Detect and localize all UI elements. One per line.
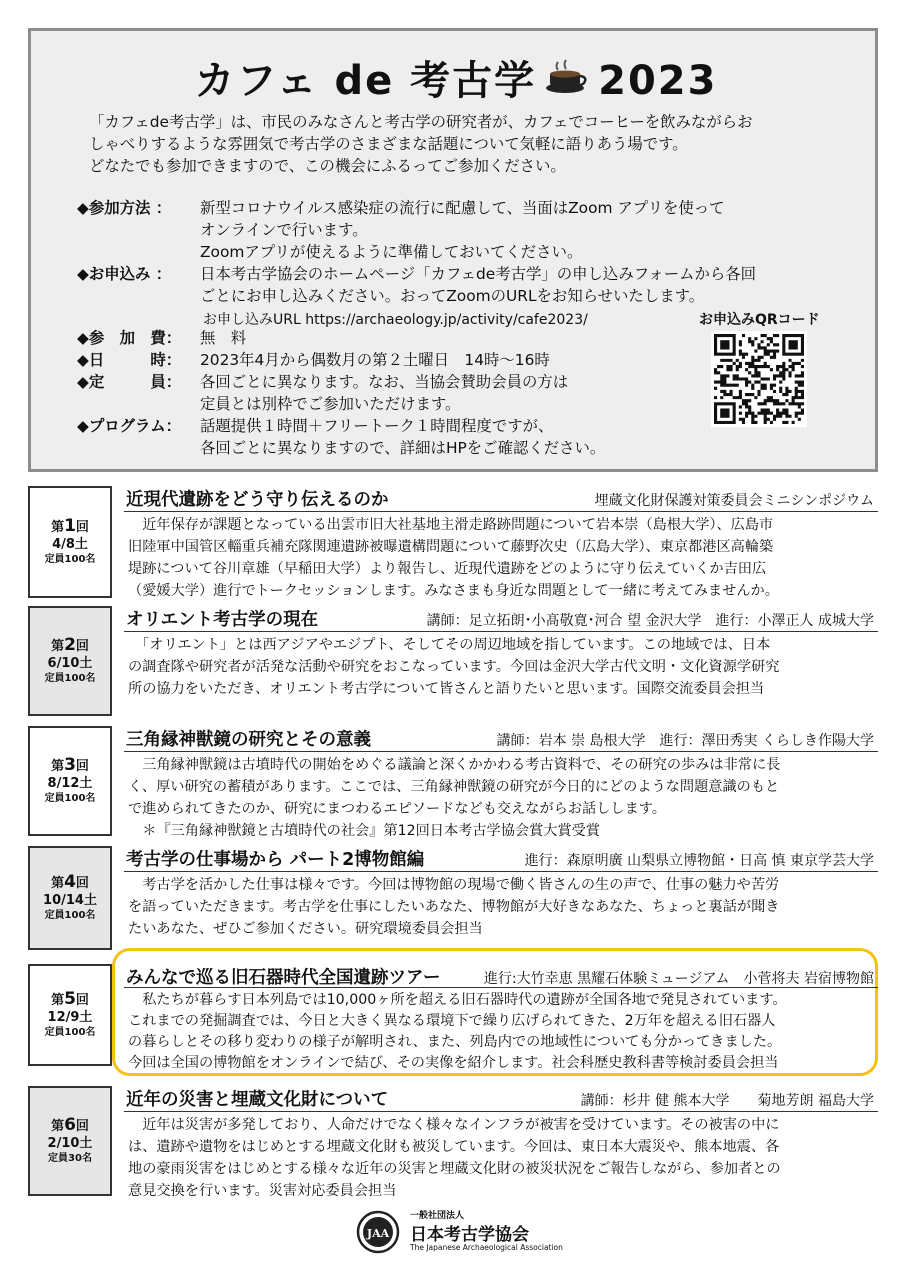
capacity-text: 定員とは別枠でご参加いただけます。	[200, 395, 461, 413]
session-description: 「オリエント」とは西アジアやエジプト、そしてその周辺地域を指しています。この地域では、日本 の調査隊や研究者が活発な活動や研究をおこなっています。今回は金沢大学古代文明・文化資源学研究 所の協力をいただき、オリエント考古学について皆さんと語りたいと思います。国際交流委員会担当	[128, 637, 780, 697]
session-description: 近年は災害が多発しており、人命だけでなく様々なインフラが被害を受けています。その被害の中に は、遺跡や遺物をはじめとする埋蔵文化財も被災しています。今回は、東日本大震災や、熊本地震、各 地の豪雨災害をはじめとする様々な近年の災害と埋蔵文化財の被災状況をご報告しながら、参加者との 意見交換を行います。災害対応委員会担当	[128, 1117, 781, 1199]
program-text: 話題提供１時間＋フリートーク１時間程度ですが、	[200, 417, 554, 435]
capacity-label: ◆定 員：	[77, 373, 182, 391]
association-name-en: The Japanese Archaeological Association	[410, 1243, 563, 1252]
intro-line: しゃべりするような雰囲気で考古学のさまざまな話題について気軽に語りあう場です。	[89, 135, 688, 153]
association-type: 一般社団法人	[410, 1211, 465, 1221]
apply-section	[77, 263, 877, 307]
program-text: 各回ごとに異なりますので、詳細はHPをご確認ください。	[200, 439, 606, 457]
session-number: 第5回	[51, 989, 89, 1009]
session-date: 8/12土	[47, 776, 93, 791]
session-number: 第2回	[51, 635, 89, 655]
apply-text: 日本考古学協会のホームページ「カフェde考古学」の申し込みフォームから各回	[200, 265, 757, 283]
method-section	[77, 197, 877, 263]
session-4	[28, 846, 878, 952]
capacity-text: 各回ごとに異なります。なお、当協会賛助会員の方は	[200, 373, 569, 391]
session-number: 第6回	[51, 1115, 89, 1135]
title-year: 2023	[598, 58, 718, 104]
session-title: オリエント考古学の現在	[126, 610, 319, 630]
session-badge	[28, 486, 112, 598]
date-label: ◆日 時：	[77, 351, 182, 369]
method-text: オンラインで行います。	[200, 221, 368, 239]
session-meta: 講師：岩本 崇 島根大学 進行：澤田秀実 くらしき作陽大学	[496, 733, 874, 749]
svg-text:JAA: JAA	[366, 1227, 390, 1240]
event-info-panel	[28, 28, 878, 472]
session-badge	[28, 606, 112, 716]
apply-label: ◆お申込み ：	[77, 265, 172, 283]
method-text: 新型コロナウイルス感染症の流行に配慮して、当面はZoom アプリを使って	[200, 199, 725, 217]
session-title: 考古学の仕事場から パート2博物館編	[126, 850, 425, 870]
details-section	[77, 327, 877, 459]
session-title: 近現代遺跡をどう守り伝えるのか	[126, 490, 389, 510]
intro-line: どなたでも参加できますので、この機会にふるってご参加ください。	[89, 157, 566, 175]
intro-text	[89, 111, 869, 177]
session-date: 10/14土	[43, 893, 97, 908]
association-seal-icon	[356, 1210, 400, 1254]
session-meta: 講師：足立拓朗･小髙敬寛･河合 望 金沢大学 進行：小澤正人 成城大学	[426, 613, 874, 629]
program-label: ◆プログラム：	[77, 417, 182, 435]
session-badge	[28, 846, 112, 950]
qr-label: お申込みQRコード	[699, 312, 820, 328]
fee-label: ◆参 加 費：	[77, 329, 182, 347]
session-capacity: 定員100名	[44, 673, 96, 684]
session-capacity: 定員100名	[44, 554, 96, 565]
session-description: 私たちが暮らす日本列島では10,000ヶ所を超える旧石器時代の遺跡が全国各地で発見されています。 これまでの発掘調査では、今日と大きく異なる環境下で繰り広げられてきた、2万年を超える旧石器人 の暮らしとその移り変わりの様子が解明され、また、列島内での地域性についても分かってきました。 今回は全国の博物館をオンラインで結び、その実像を紹介します。社会科歴史教科書等検討委員会担当	[128, 992, 787, 1071]
session-number: 第3回	[51, 755, 89, 775]
application-url[interactable]: お申し込みURL https://archaeology.jp/activity/cafe2023/	[203, 312, 588, 328]
session-description: 考古学を活かした仕事は様々です。今回は博物館の現場で働く皆さんの生の声で、仕事の魅力や苦労 を語っていただきます。考古学を仕事にしたいあなた、博物館が大好きなあなた、ちょっと裏話が聞き たいあなた、ぜひご参加ください。研究環境委員会担当	[128, 877, 780, 937]
session-badge	[28, 726, 112, 836]
session-meta: 埋蔵文化財保護対策委員会ミニシンポジウム	[594, 493, 874, 509]
session-badge	[28, 964, 112, 1066]
session-date: 4/8土	[52, 537, 88, 552]
session-date: 6/10土	[47, 656, 93, 671]
title-text: カフェ de 考古学	[194, 58, 537, 104]
association-name: 日本考古学協会	[410, 1225, 529, 1245]
method-text: Zoomアプリが使えるように準備しておいてください。	[200, 243, 583, 261]
coffee-cup-icon	[544, 58, 590, 98]
session-title: 近年の災害と埋蔵文化財について	[126, 1090, 389, 1110]
association-logo-block	[356, 1206, 563, 1262]
session-title: みんなで巡る旧石器時代全国遺跡ツアー	[126, 968, 441, 988]
apply-text: ごとにお申し込みください。おってZoomのURLをお知らせいたします。	[200, 287, 705, 305]
page-title	[31, 49, 881, 106]
fee-value: 無 料	[200, 329, 247, 347]
session-date: 12/9土	[47, 1010, 93, 1025]
session-meta: 進行:大竹幸恵 黒耀石体験ミュージアム 小菅将夫 岩宿博物館	[483, 971, 874, 987]
session-meta: 進行：森原明廣 山梨県立博物館・日高 慎 東京学芸大学	[524, 853, 874, 869]
session-1	[28, 486, 878, 598]
session-number: 第4回	[51, 872, 89, 892]
session-6	[28, 1086, 878, 1199]
date-value: 2023年4月から偶数月の第２土曜日 14時～16時	[200, 351, 550, 369]
session-date: 2/10土	[47, 1136, 93, 1151]
session-title: 三角縁神獣鏡の研究とその意義	[126, 730, 371, 750]
session-capacity: 定員30名	[48, 1153, 92, 1164]
session-description: 三角縁神獣鏡は古墳時代の開始をめぐる議論と深くかかわる考古資料で、その研究の歩みは非常に長 く、厚い研究の蓄積があります。ここでは、三角縁神獣鏡の研究が今日的にどのような問題意識のもと で進められてきたのか、研究にまつわるエピソードなども交えながらお話しします。 ＊『三角縁神獣鏡と古墳時代の社会』第12回日本考古学協会賞大賞受賞	[128, 757, 781, 839]
session-capacity: 定員100名	[44, 1027, 96, 1038]
session-description: 近年保存が課題となっている出雲市旧大社基地主滑走路跡問題について岩本崇（島根大学）、広島市 旧陸軍中国管区輜重兵補充隊関連遺跡被曝遺構問題について藤野次史（広島大学）、東京都港区高輪築 堤跡について谷川章雄（早稲田大学）より報告し、近現代遺跡をどのように守り伝えていくか吉田広 （愛媛大学）進行でトークセッションします。みなさまも身近な問題として一緒に考えてみませんか。	[128, 517, 779, 599]
session-badge	[28, 1086, 112, 1196]
intro-line: 「カフェde考古学」は、市民のみなさんと考古学の研究者が、カフェでコーヒーを飲みながらお	[89, 113, 753, 131]
session-capacity: 定員100名	[44, 910, 96, 921]
session-number: 第1回	[51, 516, 89, 536]
session-meta: 講師：杉井 健 熊本大学 菊地芳朗 福島大学	[580, 1093, 874, 1109]
session-capacity: 定員100名	[44, 793, 96, 804]
session-5	[28, 964, 878, 1072]
session-2	[28, 606, 878, 716]
session-3	[28, 726, 878, 839]
method-label: ◆参加方法 ：	[77, 199, 172, 217]
